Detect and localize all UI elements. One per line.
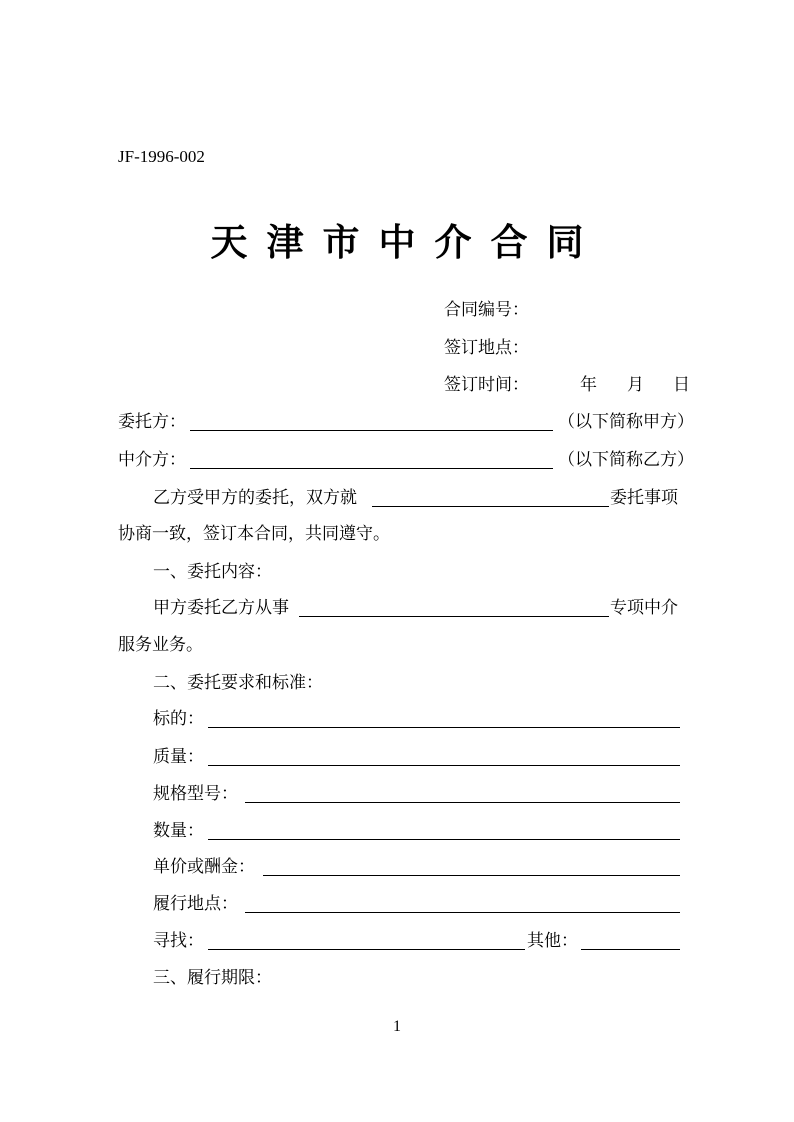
agent-row xyxy=(0,449,794,471)
section-1-heading: 一、委托内容： xyxy=(153,562,272,582)
agent-note: （以下简称乙方） xyxy=(558,450,694,470)
field-spec-label: 规格型号： xyxy=(153,784,238,804)
field-place-label: 履行地点： xyxy=(153,894,238,914)
intro-prefix: 乙方受甲方的委托，双方就 xyxy=(153,488,357,508)
matter-input-line[interactable] xyxy=(372,506,609,507)
sign-place-label: 签订地点： xyxy=(444,338,529,358)
page-number: 1 xyxy=(393,1018,401,1035)
field-quality-line[interactable] xyxy=(208,765,680,766)
field-price-row xyxy=(0,856,794,878)
field-quality-label: 质量： xyxy=(153,747,204,767)
field-price-line[interactable] xyxy=(263,875,680,876)
field-subject-row xyxy=(0,708,794,730)
field-quantity-row xyxy=(0,820,794,842)
section-2-heading: 二、委托要求和标准： xyxy=(153,673,323,693)
field-search-label: 寻找： xyxy=(153,931,204,951)
field-subject-line[interactable] xyxy=(208,727,680,728)
section-1-line-2: 服务业务。 xyxy=(118,635,203,655)
intro-line-1 xyxy=(0,487,794,509)
agent-input-line[interactable] xyxy=(190,468,553,469)
service-input-line[interactable] xyxy=(299,616,609,617)
field-quantity-line[interactable] xyxy=(208,839,680,840)
client-label: 委托方： xyxy=(118,412,186,432)
field-other-line[interactable] xyxy=(581,949,680,950)
field-search-row xyxy=(0,930,794,952)
sign-year-label: 年 xyxy=(580,375,597,395)
field-spec-line[interactable] xyxy=(245,802,680,803)
document-code: JF-1996-002 xyxy=(118,147,205,166)
field-place-line[interactable] xyxy=(245,912,680,913)
client-input-line[interactable] xyxy=(190,430,553,431)
section-1-line-1 xyxy=(0,597,794,619)
client-row xyxy=(0,411,794,433)
field-spec-row xyxy=(0,783,794,805)
sign-time-label: 签订时间： xyxy=(444,375,529,395)
client-note: （以下简称甲方） xyxy=(558,412,694,432)
section-3-heading: 三、履行期限： xyxy=(153,968,272,988)
section-1-suffix: 专项中介 xyxy=(610,598,678,618)
contract-number-label: 合同编号： xyxy=(444,300,529,320)
field-search-line[interactable] xyxy=(208,949,525,950)
agent-label: 中介方： xyxy=(118,450,186,470)
field-quantity-label: 数量： xyxy=(153,821,204,841)
field-quality-row xyxy=(0,746,794,768)
sign-month-label: 月 xyxy=(627,375,644,395)
section-1-prefix: 甲方委托乙方从事 xyxy=(153,598,289,618)
field-subject-label: 标的： xyxy=(153,709,204,729)
sign-day-label: 日 xyxy=(673,375,690,395)
intro-suffix: 委托事项 xyxy=(610,488,678,508)
contract-title: 天津市中介合同 xyxy=(210,220,603,264)
field-place-row xyxy=(0,893,794,915)
intro-line-2: 协商一致，签订本合同，共同遵守。 xyxy=(118,524,390,544)
field-other-label: 其他： xyxy=(527,931,578,951)
field-price-label: 单价或酬金： xyxy=(153,857,255,877)
